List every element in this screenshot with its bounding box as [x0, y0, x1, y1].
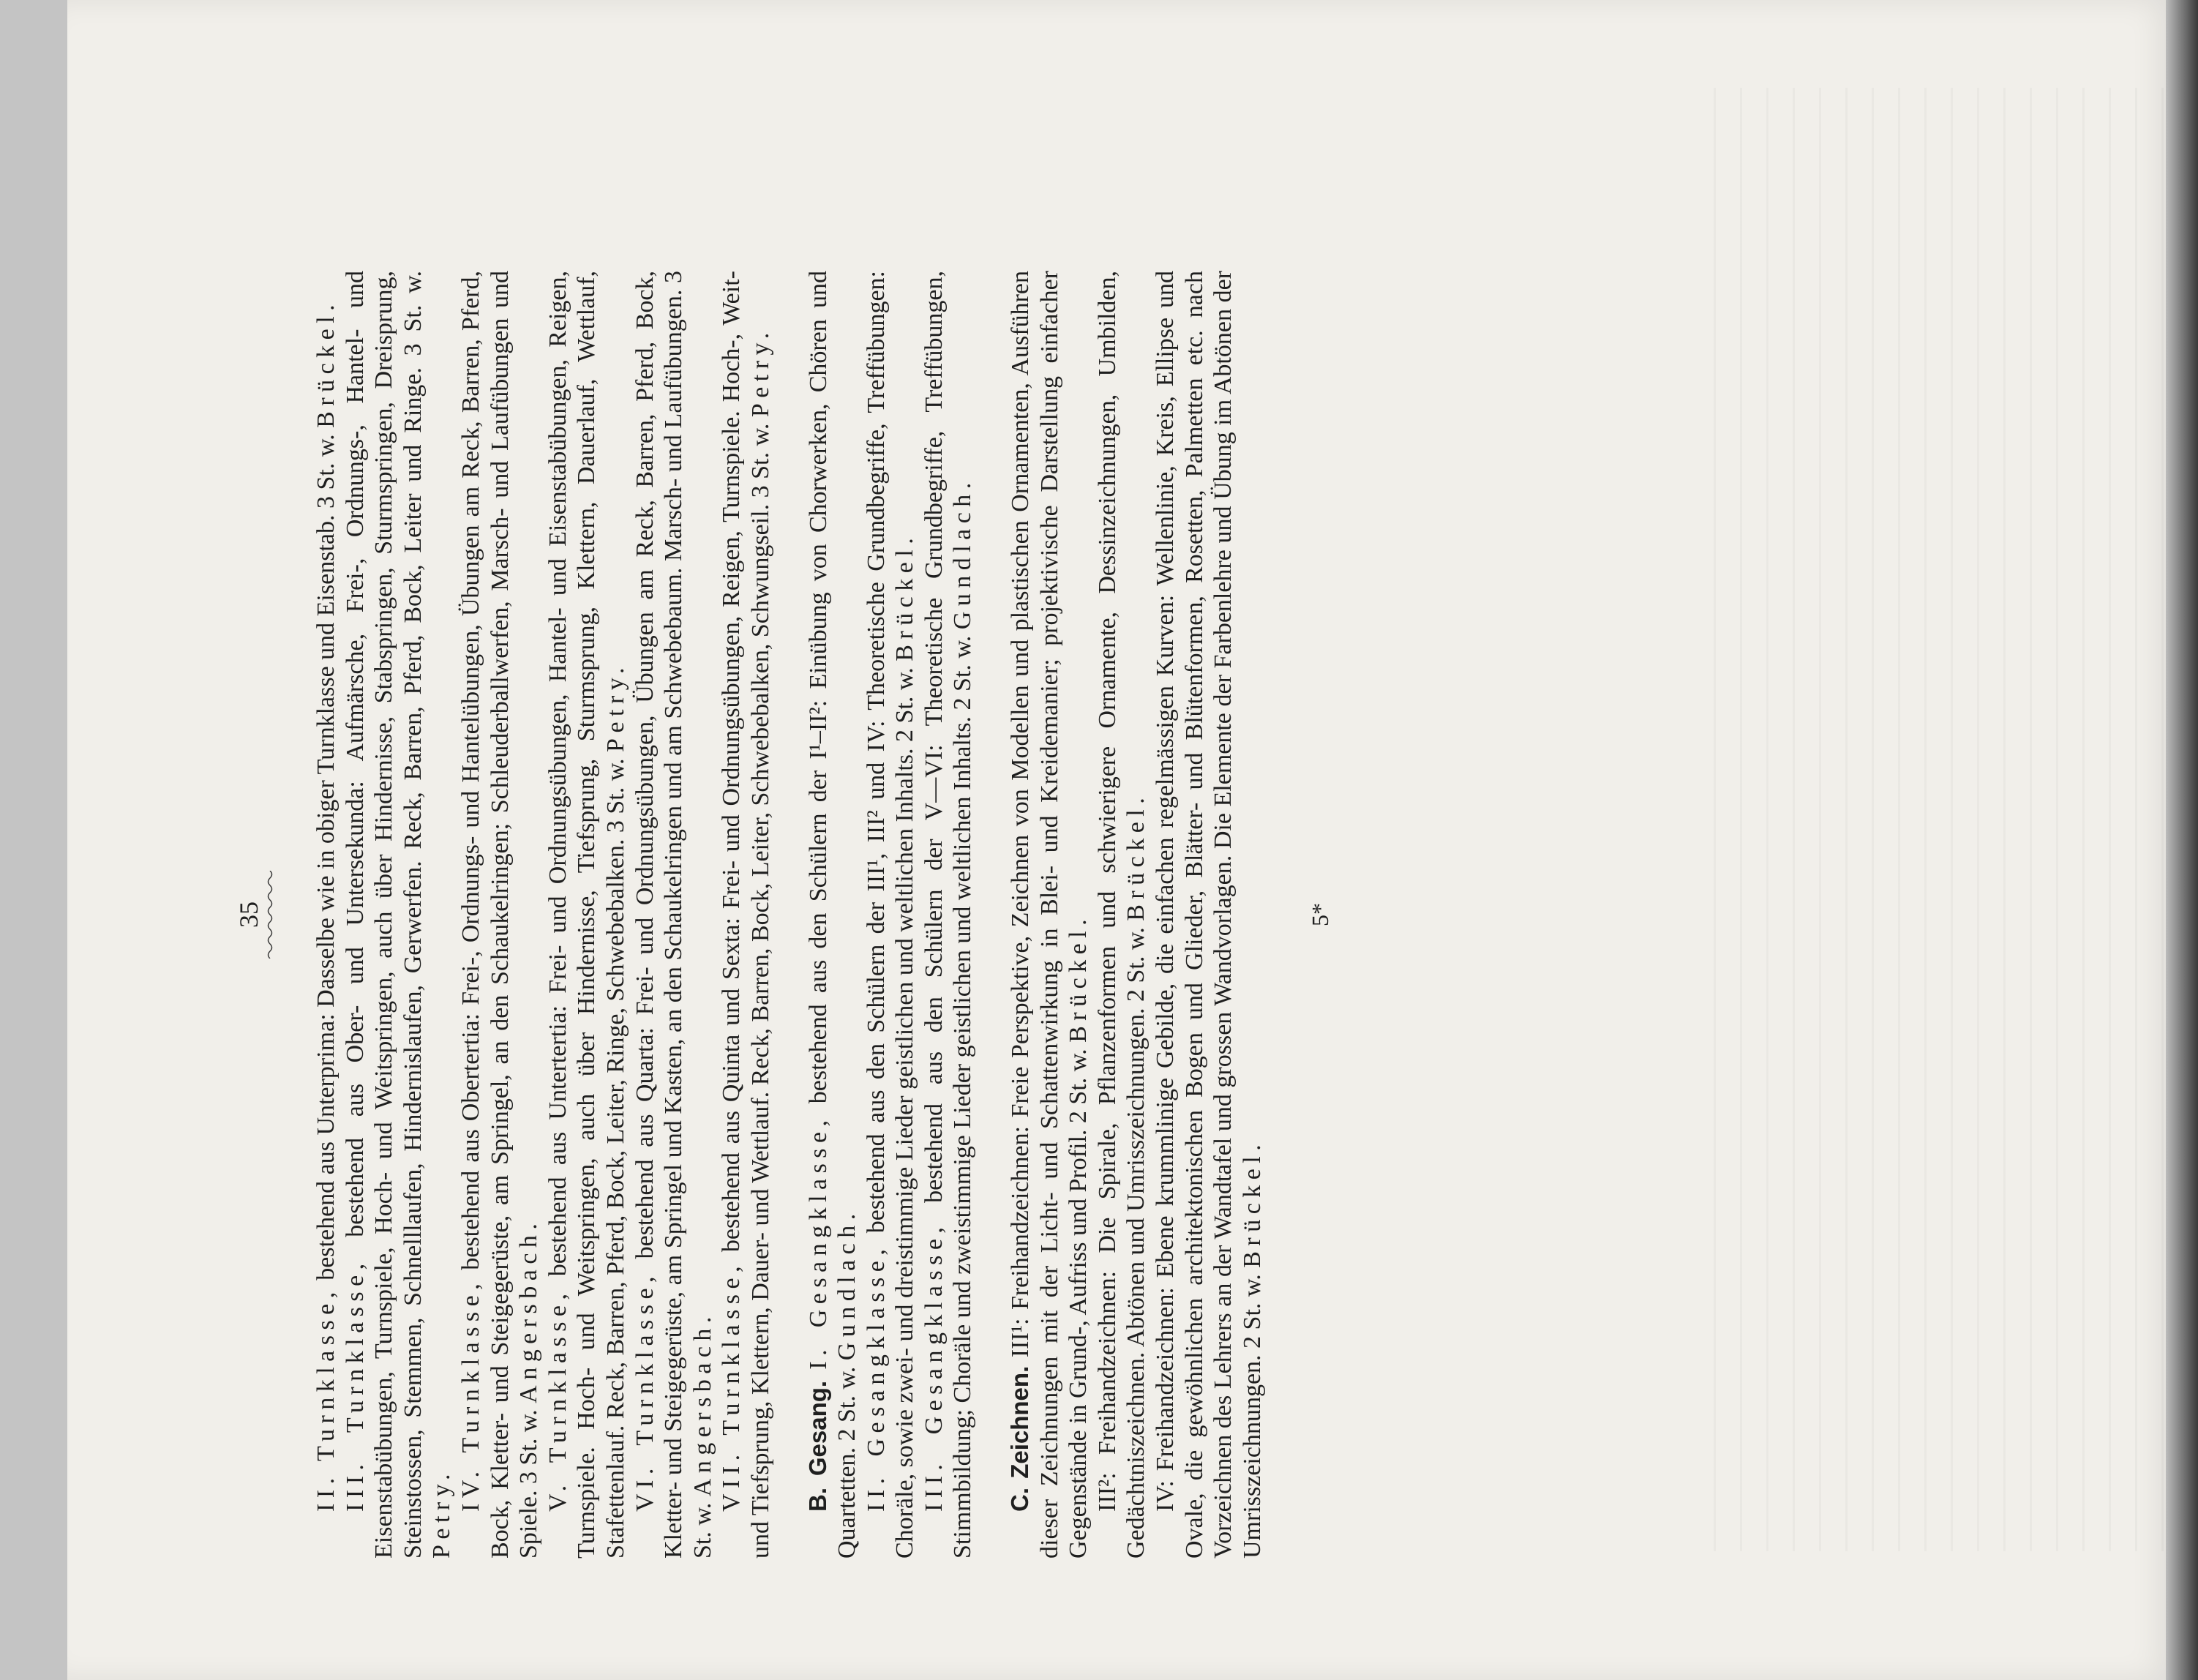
teacher-name: Brückel. [1122, 792, 1150, 921]
turnklasse-6 [631, 271, 718, 1559]
teacher-name: Angersbach. [689, 1311, 716, 1497]
class-title: III¹: [1007, 1318, 1035, 1358]
section-heading-gesang: B. Gesang. [803, 1380, 831, 1512]
gesangklasse-2 [862, 271, 920, 1559]
zeichnen-iii1 [1005, 271, 1093, 1559]
turnklasse-5 [544, 271, 631, 1559]
class-description: Freihandzeichnen: Ebene krummlinige Gebilde, die einfachen regelmässigen Kurven: Wellenlinie, Kreis, Ellipse und Ovale, die gewöhnlichen architektonischen Bogen und Glieder, Blätter- und Blütenformen, Rosetten, Palmetten etc. nach Vorzeichnen des Lehrers an der Wandtafel und grossen Wandvorlagen. Die Elemente der Farbenlehre und Übung im Abtönen der Umrisszeichnungen. 2 St. w. [1152, 271, 1266, 1559]
turnklasse-7 [717, 271, 775, 1559]
class-description: bestehend aus Quarta: Frei- und Ordnungsübungen, Übungen am Reck, Barren, Pferd, Bock, Kletter- und Steigegerüste, am Springel und Kasten, an den Schaukelringen und am Schwebebaum. Marsch- und Laufübungen. 3 St. w. [631, 271, 716, 1559]
gesangklasse-1 [803, 271, 862, 1559]
gesangklasse-3 [920, 271, 978, 1559]
binding-shadow [2166, 0, 2198, 1680]
signature-mark: 5* [1307, 903, 1334, 926]
teacher-name: Petry. [601, 661, 629, 752]
turnklasse-4 [457, 271, 544, 1559]
class-title: IV. Turnklasse, [457, 1278, 484, 1512]
class-description: bestehend aus Obertertia: Frei-, Ordnungs- und Hantelübungen, Übungen am Reck, Barren, Pferd, Bock, Kletter- und Steigegerüste, am Springel, an den Schaukelringen; Schleuderballwerfen, Marsch- und Laufübungen und Spiele. 3 St. w. [457, 271, 543, 1559]
section-heading-zeichnen: C. Zeichnen. [1006, 1365, 1034, 1512]
class-title: II. Gesangklasse, [862, 1243, 890, 1512]
class-title: VI. Turnklasse, [631, 1270, 659, 1512]
page-number: 35 [234, 901, 263, 928]
class-description: bestehend aus Unterprima: Dasselbe wie in obiger Turnklasse und Eisenstab. 3 St. w. [312, 427, 340, 1287]
zeichnen-iv [1151, 271, 1267, 1559]
class-description: bestehend aus den Schülern der I¹–II²: Einübung von Chorwerken, Chören und Quartetten. 2 St. w. [804, 271, 861, 1559]
class-description: bestehend aus Quinta und Sexta: Frei- und Ordnungsübungen, Reigen, Turnspiele. Hoch-, Weit- und Tiefsprung, Klettern, Dauer- und Wettlauf. Reck, Barren, Bock, Leiter, Schwebebalken, Schwungseil. 3 St. w. [718, 271, 774, 1559]
class-title: II. Turnklasse, [312, 1286, 340, 1512]
decorative-wave-rule [266, 871, 274, 959]
teacher-name: Petry. [746, 327, 774, 418]
turnklasse-3 [341, 271, 457, 1559]
class-description: Freihandzeichnen: Die Spirale, Pflanzenformen und schwierigere Ornamente, Dessinzeichnungen, Umbilden, Gedächtniszeichnen. Abtönen und Umrisszeichnungen. 2 St. w. [1093, 271, 1150, 1559]
class-description: bestehend aus Untertertia: Frei- und Ordnungsübungen, Hantel- und Eisenstabübungen, Reigen, Turnspiele. Hoch- und Weitspringen, auch über Hindernisse, Tiefsprung, Sturmsprung, Klettern, Dauerlauf, Wettlauf, Stafettenlauf. Reck, Barren, Pferd, Bock, Leiter, Ringe, Schwebebalken. 3 St. w. [544, 270, 629, 1559]
class-description: bestehend aus den Schülern der V—VI: Theoretische Grundbegriffe, Treffübungen, Stimmbildung; Choräle und zweistimmige Lieder geistlichen und weltlichen Inhalts. 2 St. w. [920, 271, 977, 1559]
teacher-name: Brückel. [312, 299, 340, 428]
class-title: III. Gesangklasse, [920, 1221, 948, 1512]
teacher-name: Brückel. [891, 532, 919, 661]
class-description: bestehend aus den Schülern der III¹, III² und IV: Theoretische Grundbegriffe, Treffübungen: Choräle, sowie zwei- und dreistimmige Lieder geistlichen und weltlichen Inhalts. 2 St. w. [862, 271, 919, 1559]
class-title: VII. Turnklasse, [718, 1260, 746, 1512]
teacher-name: Gundlach. [833, 1208, 861, 1361]
class-title: III. Turnklasse, [341, 1258, 369, 1512]
rotated-text-block [234, 271, 1968, 1559]
teacher-name: Gundlach. [949, 477, 977, 630]
teacher-name: Brückel. [1065, 913, 1092, 1043]
turnklasse-2 [312, 271, 341, 1559]
class-title: IV: [1152, 1480, 1179, 1512]
class-description: Freihandzeichnen: Freie Perspektive, Zeichnen von Modellen und plastischen Ornamenten, Ausführen dieser Zeichnungen mit der Licht- und Schattenwirkung in Blei- und Kreidemanier; projektivische Darstellung einfacher Gegenstände in Grund-, Aufriss und Profil. 2 St. w. [1007, 270, 1092, 1559]
teacher-name: Brückel. [1238, 1139, 1266, 1268]
class-title: III²: [1093, 1472, 1121, 1512]
class-title: I. Gesangklasse, [804, 1114, 832, 1370]
class-title: V. Turnklasse, [544, 1288, 571, 1512]
class-description: bestehend aus Ober- und Untersekunda: Aufmärsche, Frei-, Ordnungs-, Hantel- und Eisenstabübungen, Turnspiele, Hoch- und Weitspringen, auch über Hindernisse, Stabspringen, Sturmspringen, Dreisprung, Steinstossen, Stemmen, Schnelllaufen, Hindernislaufen, Gerwerfen. Reck, Barren, Pferd, Bock, Leiter und Ringe. 3 St. w. [341, 271, 427, 1559]
zeichnen-iii2 [1093, 271, 1151, 1559]
teacher-name: Petry. [428, 1469, 456, 1559]
teacher-name: Angersbach. [515, 1218, 543, 1403]
